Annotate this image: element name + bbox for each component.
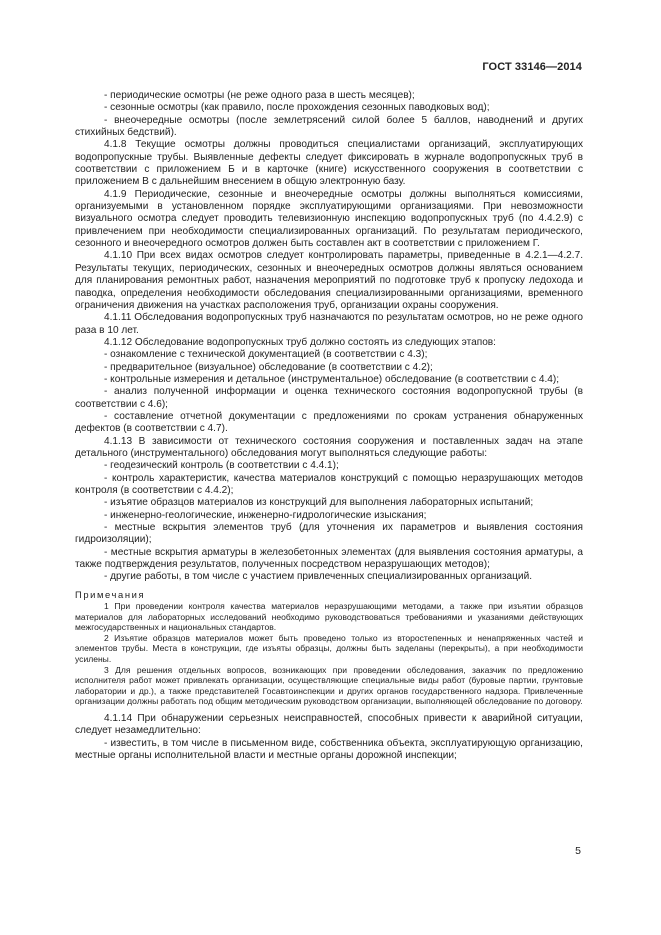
page-number: 5: [575, 845, 581, 857]
note-item: 1 При проведении контроля качества материалов неразрушающими методами, а также при изъятии образцов материалов для лабораторных исследований необходимо руководствоваться требованиями и указаниями действующих межгосударственных и национальных стандартов.: [75, 601, 583, 633]
clause-4-1-14: 4.1.14 При обнаружении серьезных неисправностей, способных привести к аварийной ситуации, следует незамедлительно:: [75, 713, 583, 737]
notes-title: Примечания: [75, 588, 146, 600]
clause-4-1-12: 4.1.12 Обследование водопропускных труб должно состоять из следующих этапов:: [104, 336, 496, 348]
clause-4-1-11: 4.1.11 Обследования водопропускных труб назначаются по результатам осмотров, но не реже одного раза в 10 лет.: [75, 312, 583, 336]
paragraph-periodic: - периодические осмотры (не реже одного раза в шесть месяцев);: [104, 90, 415, 101]
clause-4-1-13: 4.1.13 В зависимости от технического состояния сооружения и поставленных задач на этапе детального (инструментального) обследования могут выполняться следующие работы:: [75, 435, 583, 459]
list-item: - составление отчетной документации с предложениями по срокам устранения обнаруженных дефектов (в соответствии с 4.7).: [75, 410, 583, 435]
list-item: - контрольные измерения и детальное (инструментальное) обследование (в соответствии с 4.4);: [104, 373, 560, 385]
list-item: - другие работы, в том числе с участием привлеченных специализированных организаций.: [104, 571, 533, 583]
list-item: - местные вскрытия элементов труб (для уточнения их параметров и выявления состояния гидроизоляции);: [75, 522, 583, 546]
document-body: [75, 90, 583, 762]
list-item: - местные вскрытия арматуры в железобетонных элементах (для выявления состояния арматуры, а также подтверждения результатов, полученных посредством неразрушающих методов);: [75, 546, 583, 571]
clause-4-1-10: 4.1.10 При всех видах осмотров следует контролировать параметры, приведенные в 4.2.1—4.2.7. Результаты текущих, периодических, сезонных и внеочередных осмотров должны являться основанием для планирования ремонтных работ, назначения мероприятий по подготовке труб к пропуску ледохода и паводка, определения необходимости обследования специализированными организациями, временного ограничения движения на участках расположения труб, организации охраны сооружения.: [75, 250, 583, 311]
document-header-code: ГОСТ 33146—2014: [482, 61, 582, 73]
list-item: - геодезический контроль (в соответствии с 4.4.1);: [104, 460, 339, 472]
list-item: - известить, в том числе в письменном виде, собственника объекта, эксплуатирующую организацию, местные органы исполнительной власти и местные органы дорожной инспекции;: [75, 737, 583, 762]
note-item: 3 Для решения отдельных вопросов, возникающих при проведении обследования, заказчик по предложению исполнителя работ может привлекать организации, осуществляющие специальные виды работ (буровые партии, грунтовые лаборатории и др.), а также представителей Госавтоинспекции и других органов государственного надзора. Привлеченные организации должны работать под общим методическим руководством организации, выполняющей обследование по договору.: [75, 664, 583, 707]
list-item: - изъятие образцов материалов из конструкций для выполнения лабораторных испытаний;: [104, 497, 534, 509]
clause-4-1-9: 4.1.9 Периодические, сезонные и внеочередные осмотры должны выполняться комиссиями, организуемыми в установленном порядке эксплуатирующими организациями. При невозможности визуального осмотра следует проводить телевизионную инспекцию водопропускных труб (по 4.4.2.9) с привлечением при необходимости специализированных организаций. По результатам периодического, сезонного и внеочередного осмотров должен быть составлен акт в соответствии с приложением Г.: [75, 188, 583, 250]
list-item: - контроль характеристик, качества материалов конструкций с помощью неразрушающих методов контроля (в соответствии с 4.4.2);: [75, 472, 583, 496]
paragraph-extraordinary: - внеочередные осмотры (после землетрясений силой более 5 баллов, наводнений и других стихийных бедствий).: [75, 114, 583, 139]
paragraph-seasonal: - сезонные осмотры (как правило, после прохождения сезонных паводковых вод);: [104, 102, 490, 114]
note-item: 2 Изъятие образцов материалов может быть проведено только из второстепенных и ненапряженных частей и элементов трубы. Места в конструкции, где изъяты образцы, должны быть заделаны (перекрыты), а при необходимости усилены.: [75, 632, 583, 665]
list-item: - предварительное (визуальное) обследование (в соответствии с 4.2);: [104, 361, 433, 373]
list-item: - инженерно-геологические, инженерно-гидрологические изыскания;: [104, 509, 427, 521]
list-item: - анализ полученной информации и оценка технического состояния водопропускной трубы (в соответствии с 4.6);: [75, 386, 583, 410]
clause-4-1-8: 4.1.8 Текущие осмотры должны проводиться специалистами организаций, эксплуатирующих водопропускные трубы. Выявленные дефекты следует фиксировать в журнале водопропускных труб в соответствии с приложением Б и в карточке (книге) искусственного сооружения в соответствии с приложением В с дальнейшим внесением в общую электронную базу.: [75, 139, 583, 188]
list-item: - ознакомление с технической документацией (в соответствии с 4.3);: [104, 349, 428, 361]
